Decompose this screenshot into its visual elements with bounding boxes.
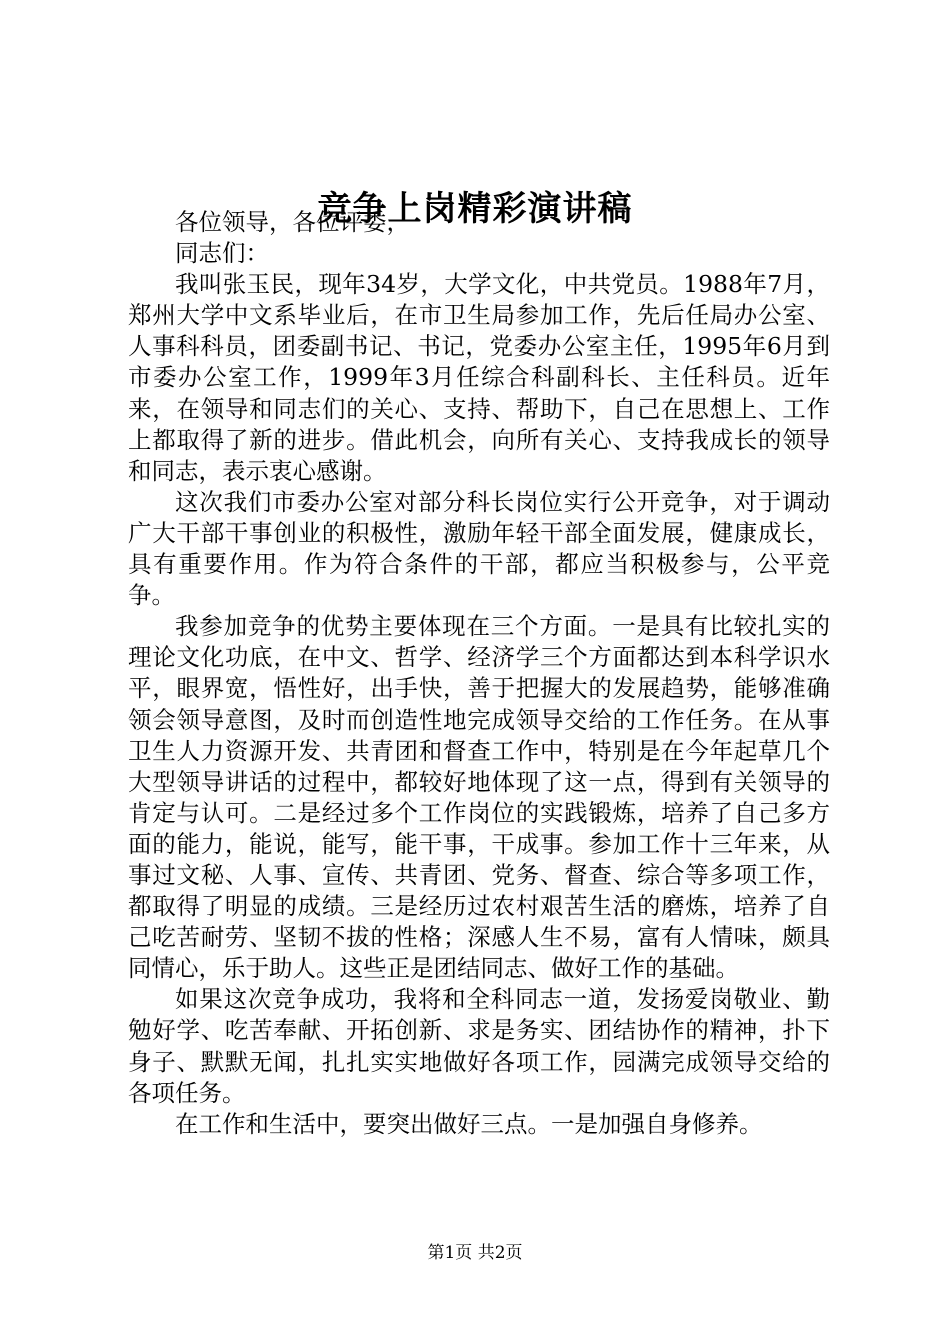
- body-paragraph: 在工作和生活中，要突出做好三点。一是加强自身修养。: [175, 1109, 763, 1138]
- salutation-line: 同志们：: [175, 239, 269, 268]
- body-paragraph: 我叫张玉民，现年34岁，大学文化，中共党员。1988年7月，郑州大学中文系毕业后，在市卫生局参加工作，先后任局办公室、人事科科员，团委副书记、书记，党委办公室主任，1995年6月到市委办公室工作，1999年3月任综合科副科长、主任科员。近年来，在领导和同志们的关心、支持、帮助下，自己在思想上、工作上都取得了新的进步。借此机会，向所有关心、支持我成长的领导和同志，表示衷心感谢。: [128, 270, 830, 485]
- body-paragraph: 我参加竞争的优势主要体现在三个方面。一是具有比较扎实的理论文化功底，在中文、哲学、经济学三个方面都达到本科学识水平，眼界宽，悟性好，出手快，善于把握大的发展趋势，能够准确领会领导意图，及时而创造性地完成领导交给的工作任务。在从事卫生人力资源开发、共青团和督查工作中，特别是在今年起草几个大型领导讲话的过程中，都较好地体现了这一点，得到有关领导的肯定与认可。二是经过多个工作岗位的实践锻炼，培养了自己多方面的能力，能说，能写，能干事，干成事。参加工作十三年来，从事过文秘、人事、宣传、共青团、党务、督查、综合等多项工作，都取得了明显的成绩。三是经历过农村艰苦生活的磨炼，培养了自己吃苦耐劳、坚韧不拔的性格；深感人生不易，富有人情味，颇具同情心，乐于助人。这些正是团结同志、做好工作的基础。: [128, 612, 830, 983]
- salutation-line: 各位领导，各位评委，: [175, 208, 410, 236]
- body-paragraph: 如果这次竞争成功，我将和全科同志一道，发扬爱岗敬业、勤勉好学、吃苦奉献、开拓创新、求是务实、团结协作的精神，扑下身子、默默无闻，扎扎实实地做好各项工作，园满完成领导交给的各项任务。: [128, 985, 830, 1107]
- document-title: 竞争上岗精彩演讲稿: [317, 189, 633, 229]
- document-body: [128, 207, 830, 1140]
- page-footer: 第1页 共2页: [427, 1243, 523, 1263]
- body-paragraph: 这次我们市委办公室对部分科长岗位实行公开竞争，对于调动广大干部干事创业的积极性，激励年轻干部全面发展，健康成长，具有重要作用。作为符合条件的干部，都应当积极参与，公平竞争。: [128, 487, 830, 610]
